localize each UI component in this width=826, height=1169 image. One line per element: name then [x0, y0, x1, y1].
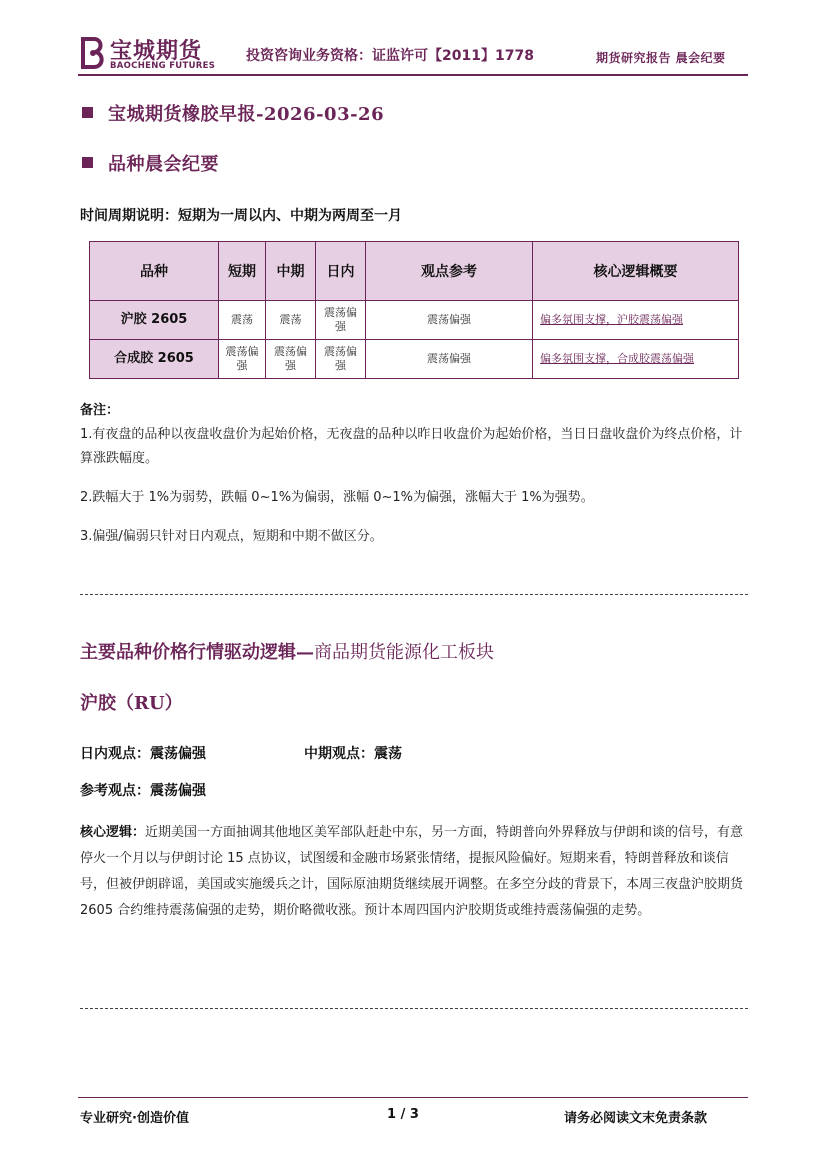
report-title: 宝城期货橡胶早报-2026-03-26 [108, 104, 385, 125]
note-item: 3.偏强/偏弱只针对日内观点，短期和中期不做区分。 [80, 529, 383, 544]
dashed-divider [80, 594, 748, 595]
col-header-view: 观点参考 [366, 242, 533, 301]
footer-divider [78, 1097, 748, 1098]
note-item: 1.有夜盘的品种以夜盘收盘价为起始价格，无夜盘的品种以昨日收盘价为起始价格，当日日盘收盘价为终点价格，计算涨跌幅度。 [80, 427, 743, 466]
note-item: 2.跌幅大于 1%为弱势，跌幅 0~1%为偏弱，涨幅 0~1%为偏强，涨幅大于 1%为强势。 [80, 490, 594, 505]
col-header-logic: 核心逻辑概要 [533, 242, 739, 301]
table-row [90, 301, 739, 340]
table-header-row [90, 242, 739, 301]
core-logic-label: 核心逻辑： [80, 825, 146, 840]
logo-chinese-text: 宝城期货 [110, 38, 203, 64]
page-number: 1 / 3 [387, 1107, 419, 1122]
col-header-intraday: 日内 [316, 242, 366, 301]
col-header-variety: 品种 [90, 242, 219, 301]
section-title-morning-summary: 品种晨会纪要 [108, 154, 219, 175]
cell-mid: 震荡 [266, 301, 316, 340]
reference-view: 参考观点：震荡偏强 [80, 783, 206, 799]
col-header-mid: 中期 [266, 242, 316, 301]
logo-mark-icon [80, 36, 108, 70]
main-heading [80, 638, 494, 664]
header-divider [78, 74, 748, 76]
license-text: 投资咨询业务资格：证监许可【2011】1778 [246, 48, 534, 64]
variety-table [89, 241, 739, 379]
main-heading-bold: 主要品种价格行情驱动逻辑— [80, 642, 314, 663]
cell-short: 震荡 [219, 301, 266, 340]
footer-disclaimer: 请务必阅读文末免责条款 [564, 1111, 708, 1126]
cell-short: 震荡偏强 [219, 340, 266, 379]
footer-slogan: 专业研究·创造价值 [80, 1111, 189, 1126]
cell-intraday: 震荡偏强 [316, 301, 366, 340]
logo-english-text: BAOCHENG FUTURES [110, 61, 216, 71]
section-bullet-icon [82, 157, 93, 168]
mid-view: 中期观点：震荡 [304, 746, 402, 762]
cell-logic-link[interactable]: 偏多氛围支撑，合成胶震荡偏强 [533, 340, 739, 379]
core-logic-paragraph [80, 820, 750, 924]
col-header-short: 短期 [219, 242, 266, 301]
intraday-view: 日内观点：震荡偏强 [80, 746, 206, 762]
variety-heading-ru: 沪胶（RU） [80, 693, 183, 714]
main-heading-light: 商品期货能源化工板块 [314, 642, 494, 663]
notes-label: 备注： [80, 403, 120, 418]
table-row [90, 340, 739, 379]
core-logic-text: 近期美国一方面抽调其他地区美军部队赶赴中东，另一方面，特朗普向外界释放与伊朗和谈的信号，有意停火一个月以与伊朗讨论 15 点协议，试图缓和金融市场紧张情绪，提振风险偏好。短期来看，特朗普释放和谈信号，但被伊朗辟谣，美国或实施缓兵之计，国际原油期货继续展开调整。在多空分歧的背景下，本周三夜盘沪胶期货 2605 合约维持震荡偏强的走势，期价略微收涨。预计本周四国内沪胶期货或维持震荡偏强的走势。 [80, 825, 744, 918]
report-type: 期货研究报告 晨会纪要 [596, 51, 726, 65]
section-bullet-icon [82, 107, 93, 118]
cell-variety: 合成胶 2605 [90, 340, 219, 379]
company-logo [80, 34, 220, 74]
dashed-divider [80, 1008, 748, 1009]
period-note: 时间周期说明：短期为一周以内、中期为两周至一月 [80, 208, 402, 224]
cell-mid: 震荡偏强 [266, 340, 316, 379]
cell-variety: 沪胶 2605 [90, 301, 219, 340]
cell-view: 震荡偏强 [366, 301, 533, 340]
cell-logic-link[interactable]: 偏多氛围支撑，沪胶震荡偏强 [533, 301, 739, 340]
cell-view: 震荡偏强 [366, 340, 533, 379]
cell-intraday: 震荡偏强 [316, 340, 366, 379]
